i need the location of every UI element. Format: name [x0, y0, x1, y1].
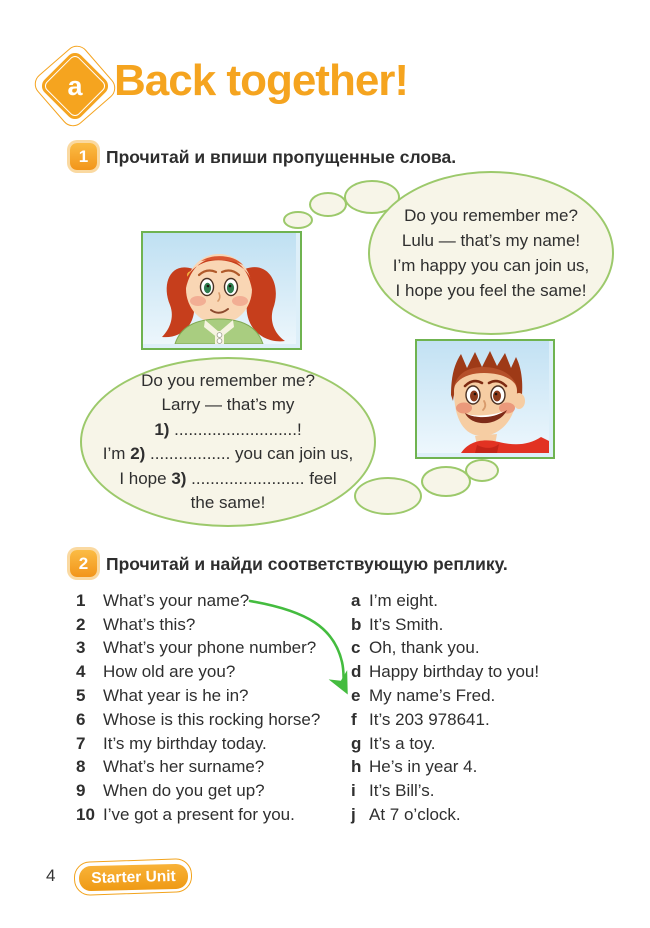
module-letter: a	[67, 70, 83, 101]
question-row	[76, 684, 320, 708]
answer-letter: e	[351, 686, 361, 706]
question-number: 6	[76, 709, 86, 729]
question-text: Whose is this rocking horse?	[103, 709, 321, 729]
bubble-line: Lulu — that’s my name!	[401, 231, 581, 250]
question-row	[76, 708, 320, 732]
bubble-line: Do you remember me?	[404, 206, 578, 225]
question-number: 10	[76, 805, 95, 825]
answer-letter: a	[351, 590, 361, 610]
bubble-line: I hope 3) ........................ feel	[119, 468, 337, 488]
answer-text: Happy birthday to you!	[369, 662, 540, 682]
answer-row	[351, 708, 539, 732]
question-row	[76, 637, 320, 661]
answer-row	[351, 732, 539, 756]
question-text: It’s my birthday today.	[103, 733, 267, 753]
question-text: When do you get up?	[103, 781, 265, 801]
answer-letter: i	[351, 781, 356, 801]
answer-row	[351, 779, 539, 803]
boy-illustration	[417, 341, 549, 453]
page-title: Back together!	[114, 56, 409, 105]
question-text: What’s her surname?	[103, 757, 265, 777]
question-row	[76, 732, 320, 756]
thought-dot	[309, 192, 347, 217]
questions-list	[76, 589, 320, 827]
question-number: 4	[76, 662, 86, 682]
question-number: 3	[76, 638, 86, 658]
question-row	[76, 660, 320, 684]
exercise2-instruction: Прочитай и найди соответствующую реплику.	[106, 554, 508, 574]
exercise1-number-badge: 1	[70, 143, 97, 170]
bubble-line: Do you remember me?	[141, 370, 315, 390]
question-number: 2	[76, 614, 86, 634]
answer-text: It’s Smith.	[369, 614, 444, 634]
thought-dot	[421, 466, 471, 497]
answer-letter: g	[351, 733, 362, 753]
answer-row	[351, 613, 539, 637]
bubble-line: the same!	[190, 493, 266, 512]
question-number: 7	[76, 733, 86, 753]
question-row	[76, 803, 320, 827]
answer-text: It’s a toy.	[369, 733, 436, 753]
bubble-line: I’m happy you can join us,	[392, 256, 590, 275]
answer-text: He’s in year 4.	[369, 757, 478, 777]
question-number: 9	[76, 781, 86, 801]
answer-row	[351, 589, 539, 613]
bubble-line: I’m 2) ................. you can join us,	[102, 444, 354, 463]
exercise1-instruction: Прочитай и впиши пропущенные слова.	[106, 147, 457, 167]
unit-badge: Starter Unit	[78, 863, 188, 891]
answers-list	[351, 589, 539, 827]
question-text: I’ve got a present for you.	[103, 805, 295, 825]
answer-letter: b	[351, 614, 362, 634]
question-row	[76, 613, 320, 637]
question-text: What’s this?	[103, 614, 196, 634]
page-number: 4	[46, 866, 56, 885]
question-text: What’s your phone number?	[103, 638, 317, 658]
answer-text: At 7 o’clock.	[369, 805, 461, 825]
lulu-image	[141, 231, 302, 350]
answer-text: Oh, thank you.	[369, 638, 480, 658]
answer-text: I’m eight.	[369, 590, 438, 610]
thought-dot	[283, 211, 313, 229]
bubble-line: Larry — that’s my	[161, 395, 295, 414]
bubble-line: 1) ..........................!	[154, 419, 302, 439]
answer-row	[351, 637, 539, 661]
answer-letter: c	[351, 638, 361, 658]
larry-image	[415, 339, 555, 459]
larry-speech-bubble-with-blanks	[80, 357, 376, 527]
lulu-speech-bubble	[368, 171, 614, 335]
answer-row	[351, 660, 539, 684]
answer-row	[351, 803, 539, 827]
question-number: 8	[76, 757, 86, 777]
answer-letter: h	[351, 757, 362, 777]
question-row	[76, 589, 320, 613]
question-row	[76, 779, 320, 803]
question-row	[76, 756, 320, 780]
answer-text: It’s 203 978641.	[369, 709, 490, 729]
bubble-line: I hope you feel the same!	[395, 281, 587, 300]
answer-letter: j	[351, 805, 356, 825]
answer-text: My name’s Fred.	[369, 686, 496, 706]
answer-row	[351, 684, 539, 708]
answer-text: It’s Bill’s.	[369, 781, 435, 801]
exercise2-number-badge: 2	[70, 550, 97, 577]
module-letter-diamond	[45, 56, 105, 116]
thought-dot	[465, 459, 499, 482]
answer-letter: d	[351, 662, 362, 682]
question-number: 1	[76, 590, 86, 610]
question-text: How old are you?	[103, 662, 236, 682]
answer-letter: f	[351, 709, 357, 729]
girl-illustration	[143, 233, 296, 344]
question-text: What year is he in?	[103, 686, 249, 706]
unit-badge-outline	[73, 858, 192, 896]
answer-row	[351, 756, 539, 780]
question-number: 5	[76, 686, 86, 706]
question-text: What’s your name?	[103, 590, 250, 610]
